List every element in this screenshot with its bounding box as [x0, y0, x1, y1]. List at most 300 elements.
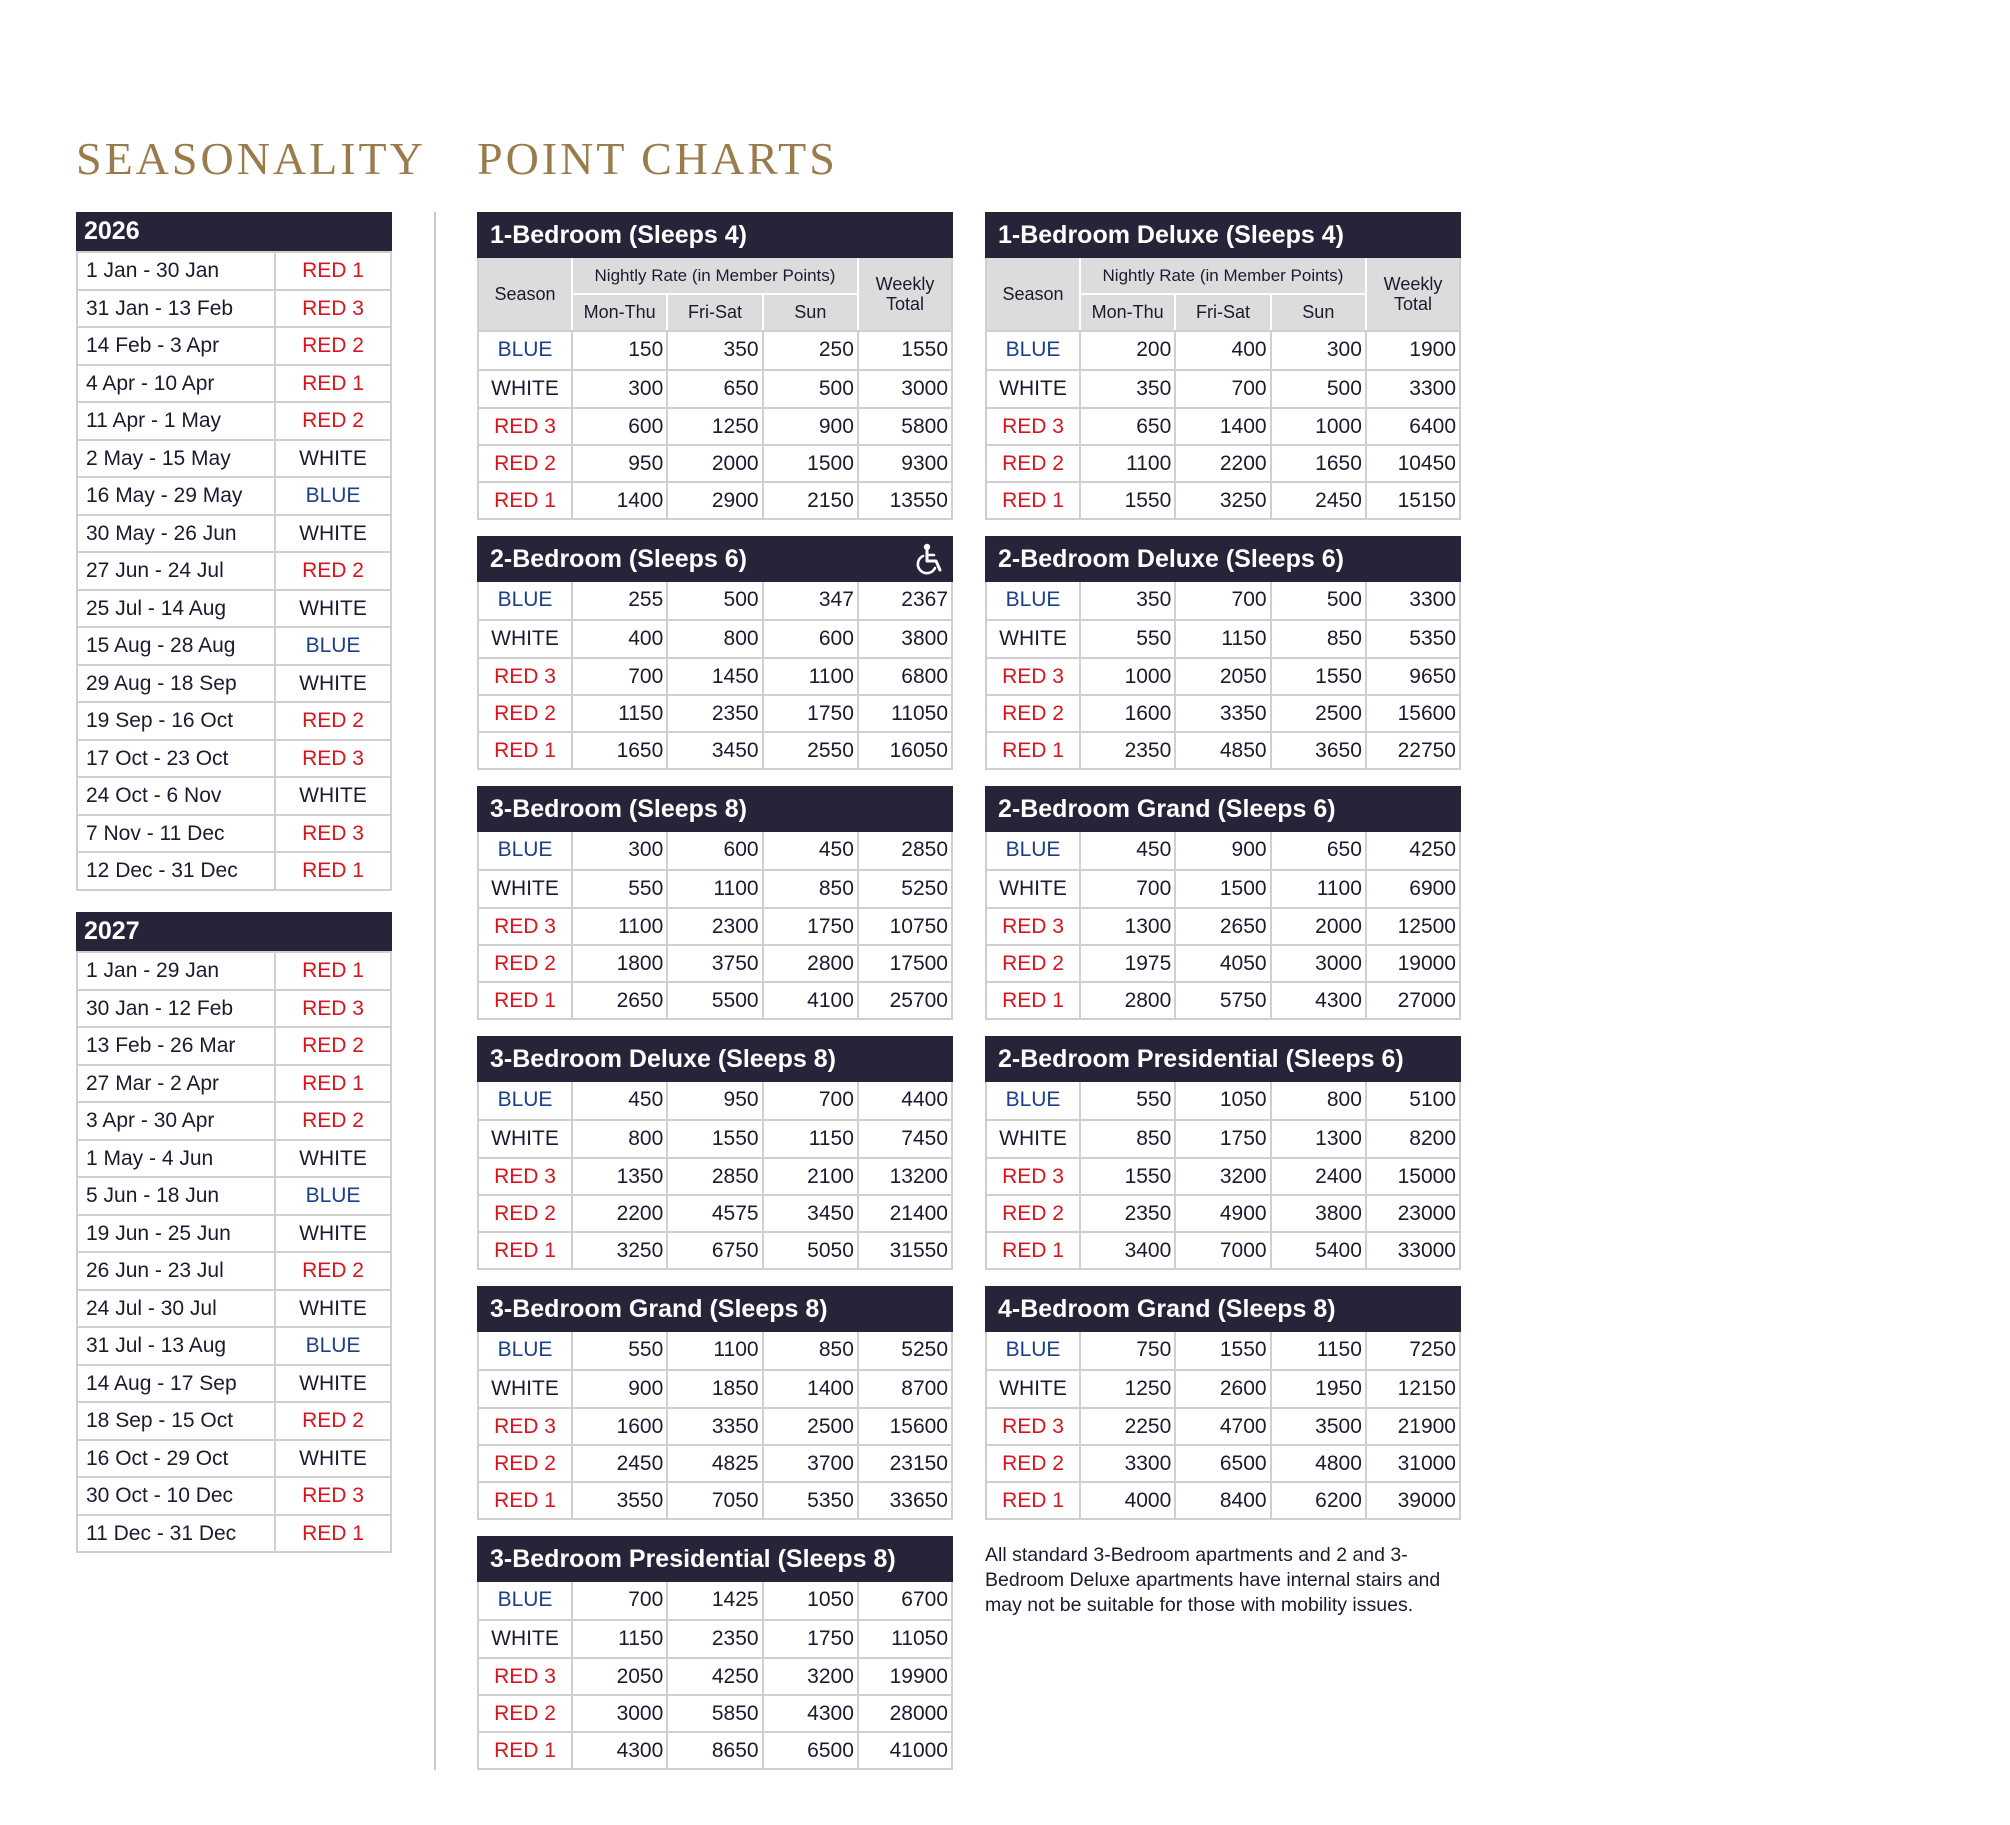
season-level: RED 1: [302, 259, 364, 282]
mon-thu-points: 1350: [573, 1159, 668, 1194]
chart-column-header: [987, 258, 1459, 332]
season-row: [78, 1064, 390, 1102]
rate-row: [479, 1157, 951, 1194]
row-season: WHITE: [987, 1121, 1081, 1156]
date-range: 11 Dec - 31 Dec: [78, 1516, 276, 1552]
rate-row: [479, 444, 951, 481]
fri-sat-points: 6500: [1176, 1446, 1271, 1481]
season-level: RED 3: [302, 996, 364, 1020]
chart-body: [479, 582, 951, 768]
date-range: 30 Oct - 10 Dec: [78, 1478, 276, 1514]
mon-thu-points: 2250: [1081, 1409, 1176, 1444]
sun-points: 1050: [764, 1582, 859, 1619]
date-range: 15 Aug - 28 Aug: [78, 628, 276, 664]
sun-points: 1550: [1272, 659, 1367, 694]
sun-header: Sun: [794, 302, 827, 322]
sun-points: 450: [764, 832, 859, 869]
mon-thu-points: 900: [573, 1371, 668, 1406]
fri-sat-points: 3250: [1176, 483, 1271, 518]
season-level: WHITE: [299, 446, 367, 470]
weekly-total-points: 15000: [1397, 1164, 1456, 1188]
date-range: 27 Jun - 24 Jul: [78, 553, 276, 589]
fri-sat-points: 800: [668, 621, 763, 656]
chart-title: [985, 786, 1461, 832]
rate-row: [987, 1194, 1459, 1231]
sun-points: 1750: [764, 909, 859, 944]
rate-row: [987, 944, 1459, 981]
fri-sat-points: 350: [668, 332, 763, 369]
season-level: RED 1: [302, 1071, 364, 1095]
mon-thu-points: 350: [1081, 582, 1176, 619]
row-season: RED 2: [479, 1446, 573, 1481]
row-season: RED 2: [987, 1196, 1081, 1231]
weekly-total-points: 10450: [1397, 451, 1456, 475]
rate-row: [987, 407, 1459, 444]
weekly-total-points: 31000: [1397, 1451, 1456, 1475]
weekly-total-points: 33650: [889, 1489, 948, 1513]
fri-sat-points: 2600: [1176, 1371, 1271, 1406]
chart-body: [479, 332, 951, 518]
mon-thu-points: 150: [573, 332, 668, 369]
rate-row: [987, 694, 1459, 731]
point-chart: [477, 1036, 953, 1270]
rate-row: [479, 1657, 951, 1694]
nightly-rate-header: [573, 258, 859, 330]
sun-points: 2400: [1272, 1159, 1367, 1194]
row-season: BLUE: [987, 832, 1081, 869]
rate-row: [987, 1332, 1459, 1369]
rate-row: [479, 869, 951, 906]
season-level: RED 2: [302, 1109, 364, 1132]
season-level: BLUE: [305, 1184, 361, 1207]
sun-points: 650: [1272, 832, 1367, 869]
row-season: RED 1: [479, 1233, 573, 1268]
mon-thu-points: 700: [573, 659, 668, 694]
row-season: BLUE: [987, 332, 1081, 369]
fri-sat-points: 3200: [1176, 1159, 1271, 1194]
row-season: RED 1: [987, 733, 1081, 768]
chart-title: [477, 786, 953, 832]
mon-thu-points: 1300: [1081, 909, 1176, 944]
sun-points: 3800: [1272, 1196, 1367, 1231]
fri-sat-points: 4050: [1176, 946, 1271, 981]
point-chart: [477, 786, 953, 1020]
season-row: [78, 1214, 390, 1252]
season-level: BLUE: [305, 484, 361, 507]
fri-sat-points: 2200: [1176, 446, 1271, 481]
row-season: BLUE: [479, 1332, 573, 1369]
weekly-total-points: 33000: [1397, 1239, 1456, 1263]
chart-body: [987, 1332, 1459, 1518]
sun-points: 2100: [764, 1159, 859, 1194]
point-chart: [477, 536, 953, 770]
mon-thu-points: 450: [573, 1082, 668, 1119]
weekly-total-points: 7450: [901, 1127, 948, 1151]
mon-thu-points: 4000: [1081, 1483, 1176, 1518]
weekly-total-label: Weekly Total: [1383, 274, 1443, 314]
season-level: WHITE: [299, 1371, 367, 1395]
season-row: [78, 1289, 390, 1327]
weekly-total-points: 15600: [889, 1414, 948, 1438]
sun-points: 2550: [764, 733, 859, 768]
fri-sat-points: 5850: [668, 1696, 763, 1731]
row-season: RED 3: [479, 1659, 573, 1694]
row-season: WHITE: [479, 1121, 573, 1156]
rate-row: [479, 582, 951, 619]
fri-sat-header: Fri-Sat: [668, 295, 763, 330]
fri-sat-points: 1850: [668, 1371, 763, 1406]
row-season: WHITE: [479, 1621, 573, 1656]
chart-body: [479, 832, 951, 1018]
fri-sat-points: 1050: [1176, 1082, 1271, 1119]
sun-points: 3200: [764, 1659, 859, 1694]
weekly-total-points: 19900: [889, 1664, 948, 1688]
weekly-total-points: 3000: [901, 377, 948, 401]
fri-sat-points: 2900: [668, 483, 763, 518]
row-season: RED 3: [479, 409, 573, 444]
weekly-total-points: 5350: [1409, 627, 1456, 651]
weekly-total-points: 3800: [901, 627, 948, 651]
season-row: [78, 776, 390, 814]
weekly-total-points: 11050: [891, 701, 948, 725]
sun-points: 1300: [1272, 1121, 1367, 1156]
chart-title-text: 3-Bedroom Deluxe (Sleeps 8): [490, 1045, 836, 1073]
mon-thu-points: 1100: [573, 909, 668, 944]
weekly-total-points: 8700: [901, 1377, 948, 1401]
weekly-total-points: 25700: [889, 989, 948, 1013]
sun-points: 500: [764, 371, 859, 406]
row-season: BLUE: [479, 332, 573, 369]
mon-thu-points: 450: [1081, 832, 1176, 869]
mon-thu-points: 2350: [1081, 1196, 1176, 1231]
mon-thu-points: 550: [1081, 1082, 1176, 1119]
row-season: WHITE: [479, 621, 573, 656]
rate-row: [479, 1619, 951, 1656]
rate-row: [479, 407, 951, 444]
weekly-total-points: 3300: [1409, 588, 1456, 611]
weekly-total-points: 5250: [901, 877, 948, 901]
season-table-2026: [76, 212, 392, 891]
weekly-total-points: 28000: [889, 1701, 948, 1725]
row-season: RED 3: [479, 659, 573, 694]
weekly-total-points: 6900: [1409, 877, 1456, 901]
chart-title-text: 4-Bedroom Grand (Sleeps 8): [998, 1295, 1336, 1323]
rate-row: [987, 481, 1459, 518]
seasonality-title: SEASONALITY: [76, 133, 426, 184]
chart-title: [477, 536, 953, 582]
row-season: RED 1: [987, 1233, 1081, 1268]
chart-title: [985, 1286, 1461, 1332]
mon-thu-points: 1600: [573, 1409, 668, 1444]
chart-title: [985, 212, 1461, 258]
chart-title-text: 1-Bedroom (Sleeps 4): [490, 221, 748, 249]
rate-row: [479, 907, 951, 944]
weekly-total-points: 21900: [1397, 1414, 1456, 1438]
chart-body: [479, 1082, 951, 1268]
sun-points: 3450: [764, 1196, 859, 1231]
chart-title: [477, 1286, 953, 1332]
weekly-total-points: 4250: [1409, 838, 1456, 861]
row-season: WHITE: [987, 371, 1081, 406]
season-row: [78, 1364, 390, 1402]
fri-sat-points: 1400: [1176, 409, 1271, 444]
weekly-total-points: 16050: [889, 739, 948, 763]
weekly-total-points: 15150: [1397, 489, 1456, 513]
rate-row: [479, 1407, 951, 1444]
season-level: RED 1: [302, 859, 364, 882]
rate-row: [479, 1444, 951, 1481]
mon-thu-points: 200: [1081, 332, 1176, 369]
fri-sat-points: 2350: [668, 696, 763, 731]
fri-sat-points: 1550: [668, 1121, 763, 1156]
weekly-total-points: 13550: [889, 489, 948, 513]
rate-row: [479, 1731, 951, 1768]
weekly-total-points: 9650: [1409, 664, 1456, 688]
fri-sat-points: 4850: [1176, 733, 1271, 768]
fri-sat-points: 1550: [1176, 1332, 1271, 1369]
weekly-total-points: 3300: [1409, 377, 1456, 401]
row-season: BLUE: [479, 1582, 573, 1619]
date-range: 4 Apr - 10 Apr: [78, 366, 276, 402]
sun-points: 5050: [764, 1233, 859, 1268]
fri-sat-points: 700: [1176, 371, 1271, 406]
fri-sat-points: 2850: [668, 1159, 763, 1194]
rate-row: [987, 869, 1459, 906]
rate-row: [479, 1694, 951, 1731]
date-range: 1 Jan - 29 Jan: [78, 953, 276, 989]
chart-title-text: 3-Bedroom (Sleeps 8): [490, 795, 748, 823]
mon-thu-points: 1550: [1081, 1159, 1176, 1194]
season-row: [78, 289, 390, 327]
mon-thu-points: 750: [1081, 1332, 1176, 1369]
weekly-total-points: 27000: [1397, 989, 1456, 1013]
mon-thu-points: 1150: [573, 696, 668, 731]
mon-thu-points: 300: [573, 371, 668, 406]
row-season: BLUE: [479, 832, 573, 869]
mon-thu-points: 300: [573, 832, 668, 869]
sun-points: 850: [764, 1332, 859, 1369]
season-row: [78, 364, 390, 402]
date-range: 30 Jan - 12 Feb: [78, 991, 276, 1027]
season-column-header: Season: [479, 258, 573, 330]
date-range: 13 Feb - 26 Mar: [78, 1028, 276, 1064]
rate-row: [987, 619, 1459, 656]
date-range: 27 Mar - 2 Apr: [78, 1066, 276, 1102]
mon-thu-points: 1250: [1081, 1371, 1176, 1406]
row-season: RED 2: [479, 1696, 573, 1731]
row-season: RED 3: [479, 1159, 573, 1194]
row-season: BLUE: [987, 582, 1081, 619]
date-range: 31 Jul - 13 Aug: [78, 1328, 276, 1364]
weekly-total-points: 21400: [889, 1201, 948, 1225]
fri-sat-points: 7000: [1176, 1233, 1271, 1268]
season-column-header: Season: [987, 258, 1081, 330]
row-season: RED 2: [479, 446, 573, 481]
mon-thu-points: 1975: [1081, 946, 1176, 981]
mon-thu-header: Mon-Thu: [1081, 295, 1176, 330]
row-season: BLUE: [987, 1082, 1081, 1119]
chart-body: [987, 1082, 1459, 1268]
chart-title-text: 2-Bedroom Deluxe (Sleeps 6): [998, 545, 1344, 573]
rate-row: [479, 369, 951, 406]
sun-points: 3500: [1272, 1409, 1367, 1444]
season-row: [78, 1251, 390, 1289]
weekly-total-points: 1900: [1409, 338, 1456, 361]
sun-points: 3700: [764, 1446, 859, 1481]
date-range: 5 Jun - 18 Jun: [78, 1178, 276, 1214]
fri-sat-points: 8400: [1176, 1483, 1271, 1518]
season-level: RED 2: [302, 559, 364, 582]
sun-points: 1650: [1272, 446, 1367, 481]
fri-sat-points: 1250: [668, 409, 763, 444]
row-season: WHITE: [987, 1371, 1081, 1406]
fri-sat-points: 4575: [668, 1196, 763, 1231]
mon-thu-points: 950: [573, 446, 668, 481]
rate-row: [479, 1369, 951, 1406]
rate-row: [479, 944, 951, 981]
date-range: 7 Nov - 11 Dec: [78, 816, 276, 852]
rate-row: [987, 444, 1459, 481]
fri-sat-points: 5500: [668, 983, 763, 1018]
row-season: RED 1: [479, 1733, 573, 1768]
season-level: RED 3: [302, 746, 364, 770]
fri-sat-points: 900: [1176, 832, 1271, 869]
sun-points: 1750: [764, 696, 859, 731]
season-row: [78, 1476, 390, 1514]
date-range: 26 Jun - 23 Jul: [78, 1253, 276, 1289]
weekly-total-header: [1367, 258, 1459, 330]
mon-thu-points: 1400: [573, 483, 668, 518]
season-level: RED 1: [302, 371, 364, 395]
fri-sat-points: 8650: [668, 1733, 763, 1768]
rate-row: [987, 832, 1459, 869]
chart-title: [985, 1036, 1461, 1082]
sun-points: 600: [764, 621, 859, 656]
weekly-total-points: 6800: [901, 664, 948, 688]
wheelchair-accessible-icon: [913, 542, 947, 576]
weekly-total-points: 11050: [891, 1627, 948, 1651]
date-range: 19 Jun - 25 Jun: [78, 1216, 276, 1252]
rate-row: [987, 1369, 1459, 1406]
mon-thu-points: 1800: [573, 946, 668, 981]
chart-title: [477, 212, 953, 258]
rate-row: [987, 1407, 1459, 1444]
rate-row: [479, 981, 951, 1018]
mon-thu-points: 3400: [1081, 1233, 1176, 1268]
sun-points: 900: [764, 409, 859, 444]
weekly-total-points: 13200: [889, 1164, 948, 1188]
season-level: RED 3: [302, 821, 364, 845]
season-level: RED 2: [302, 1259, 364, 1282]
row-season: BLUE: [987, 1332, 1081, 1369]
date-range: 19 Sep - 16 Oct: [78, 703, 276, 739]
weekly-total-points: 12150: [1397, 1377, 1456, 1401]
season-level: RED 1: [302, 1521, 364, 1545]
mon-thu-points: 550: [1081, 621, 1176, 656]
fri-sat-points: 4825: [668, 1446, 763, 1481]
rate-row: [987, 1444, 1459, 1481]
season-row: [78, 951, 390, 989]
mon-thu-points: 700: [573, 1582, 668, 1619]
mon-thu-points: 3300: [1081, 1446, 1176, 1481]
sun-points: 4800: [1272, 1446, 1367, 1481]
weekly-total-header: [859, 258, 951, 330]
rate-row: [987, 1481, 1459, 1518]
sun-points: 300: [1272, 332, 1367, 369]
weekly-total-points: 5250: [901, 1338, 948, 1361]
season-level: RED 3: [302, 296, 364, 320]
nightly-subheaders: [573, 295, 857, 330]
fri-sat-points: 4700: [1176, 1409, 1271, 1444]
row-season: RED 3: [987, 1159, 1081, 1194]
chart-title: [477, 1536, 953, 1582]
weekly-total-points: 17500: [889, 951, 948, 975]
season-level: BLUE: [305, 1334, 361, 1357]
nightly-subheaders: [1081, 295, 1365, 330]
row-season: RED 3: [987, 409, 1081, 444]
rate-row: [479, 619, 951, 656]
nightly-rate-label: Nightly Rate (in Member Points): [1081, 258, 1365, 295]
weekly-total-points: 7250: [1409, 1338, 1456, 1361]
chart-title: [477, 1036, 953, 1082]
season-level: RED 2: [302, 334, 364, 357]
fri-sat-points: 2350: [668, 1621, 763, 1656]
row-season: RED 1: [987, 983, 1081, 1018]
mon-thu-points: 2200: [573, 1196, 668, 1231]
chart-title-text: 3-Bedroom Presidential (Sleeps 8): [490, 1545, 896, 1573]
sun-points: 1400: [764, 1371, 859, 1406]
mon-thu-points: 1600: [1081, 696, 1176, 731]
point-chart: [477, 1536, 953, 1770]
season-level: RED 1: [302, 959, 364, 982]
date-range: 17 Oct - 23 Oct: [78, 741, 276, 777]
row-season: RED 1: [479, 483, 573, 518]
date-range: 12 Dec - 31 Dec: [78, 853, 276, 889]
rate-row: [987, 1231, 1459, 1268]
weekly-total-points: 1550: [901, 338, 948, 361]
rate-row: [479, 332, 951, 369]
season-level: WHITE: [299, 1446, 367, 1470]
mon-thu-header: Mon-Thu: [573, 295, 668, 330]
date-range: 3 Apr - 30 Apr: [78, 1103, 276, 1139]
weekly-total-label: Weekly Total: [875, 274, 935, 314]
sun-points: 5350: [764, 1483, 859, 1518]
season-row: [78, 701, 390, 739]
row-season: RED 3: [987, 1409, 1081, 1444]
row-season: RED 1: [987, 483, 1081, 518]
date-range: 29 Aug - 18 Sep: [78, 666, 276, 702]
chart-body: [987, 582, 1459, 768]
fri-sat-points: 5750: [1176, 983, 1271, 1018]
season-level: WHITE: [299, 784, 367, 807]
sun-points: 500: [1272, 582, 1367, 619]
season-row: [78, 1439, 390, 1477]
mon-thu-points: 3250: [573, 1233, 668, 1268]
fri-sat-points: 6750: [668, 1233, 763, 1268]
chart-title-text: 1-Bedroom Deluxe (Sleeps 4): [998, 221, 1344, 249]
weekly-total-points: 41000: [889, 1739, 948, 1763]
sun-points: 6200: [1272, 1483, 1367, 1518]
sun-points: 2500: [764, 1409, 859, 1444]
mon-thu-points: 1650: [573, 733, 668, 768]
rate-row: [987, 332, 1459, 369]
fri-sat-points: 1450: [668, 659, 763, 694]
chart-body: [479, 1582, 951, 1768]
mon-thu-points: 400: [573, 621, 668, 656]
season-level: RED 2: [302, 1409, 364, 1432]
season-row: [78, 851, 390, 889]
chart-title: [985, 536, 1461, 582]
